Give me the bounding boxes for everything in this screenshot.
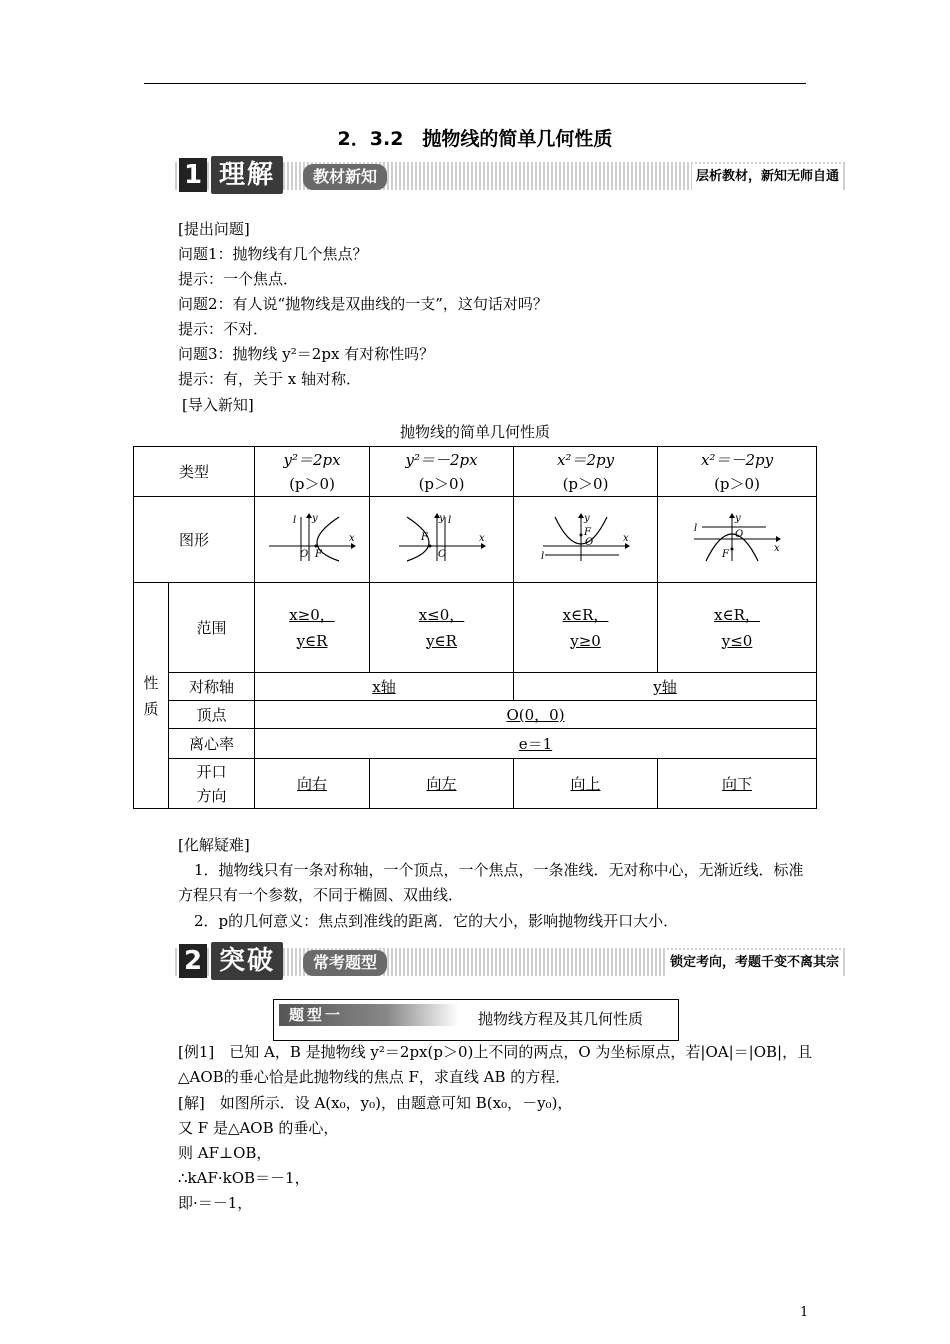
- svg-text:x: x: [622, 532, 629, 544]
- svg-text:F: F: [583, 526, 591, 538]
- axis-cell-y: y轴: [514, 673, 817, 701]
- graph-cell: [255, 497, 370, 583]
- type-cell: x²＝2py (p＞0): [514, 447, 658, 497]
- page-number: 1: [800, 1305, 809, 1320]
- graph-cell: [658, 497, 817, 583]
- svg-text:F: F: [420, 531, 428, 543]
- banner-main-label: 理解: [211, 156, 283, 194]
- opening-cell: 向下: [658, 759, 817, 809]
- axis-cell-x: x轴: [255, 673, 514, 701]
- clarify-paragraph-1: 1．抛物线只有一条对称轴，一个顶点，一个焦点，一条准线．无对称中心，无渐近线．标准方程只有一个参数，不同于椭圆、双曲线．: [178, 861, 804, 904]
- svg-text:x: x: [774, 542, 780, 554]
- svg-text:O: O: [437, 548, 446, 560]
- example-1-statement: [例1] 已知 A，B 是抛物线 y²＝2px(p＞0)上不同的两点，O 为坐标原点，若|OA|＝|OB|，且△AOB的垂心恰是此抛物线的焦点 F，求直线 AB 的方程．: [178, 1043, 813, 1086]
- table-caption: 抛物线的简单几何性质: [399, 423, 550, 441]
- opening-cell: 向上: [514, 759, 658, 809]
- range-cell: x≥0， y∈R: [255, 583, 370, 673]
- banner-sub-label: 常考题型: [303, 950, 387, 976]
- properties-table: [133, 446, 817, 809]
- range-cell: x∈R， y≤0: [658, 583, 817, 673]
- solution-line-2: 又 F 是△AOB 的垂心，: [178, 1119, 339, 1137]
- answer-3: 提示：有，关于 x 轴对称．: [178, 370, 361, 388]
- parabola-left-graph: [397, 513, 487, 563]
- svg-text:y: y: [438, 512, 445, 524]
- svg-text:F: F: [722, 548, 729, 560]
- banner-number: 2: [179, 944, 207, 978]
- parabola-down-graph: [692, 513, 782, 563]
- row-label-type: 类型: [134, 447, 255, 497]
- answer-2: 提示：不对．: [178, 320, 269, 338]
- banner-sub-label: 教材新知: [303, 164, 387, 190]
- clarify-paragraph-2: 2．p的几何意义：焦点到准线的距离．它的大小，影响抛物线开口大小．: [194, 912, 679, 930]
- solution-line-4: ∴kAF·kOB＝－1，: [178, 1169, 310, 1187]
- type-cell: x²＝－2py (p＞0): [658, 447, 817, 497]
- question-type-box: [273, 999, 679, 1041]
- row-label-range: 范围: [169, 583, 255, 673]
- svg-text:l: l: [447, 514, 451, 526]
- heading-clarify: [化解疑难]: [178, 836, 250, 854]
- svg-text:l: l: [293, 514, 297, 526]
- solution-line-5: 即·＝－1，: [178, 1194, 253, 1212]
- table-row: [134, 673, 817, 701]
- svg-text:O: O: [584, 536, 593, 548]
- table-row: [134, 583, 817, 673]
- table-row: [134, 701, 817, 729]
- row-label-opening: 开口 方向: [169, 759, 255, 809]
- parabola-right-graph: [267, 513, 357, 563]
- svg-text:F: F: [315, 548, 322, 560]
- banner-main-label: 突破: [211, 942, 283, 980]
- svg-text:O: O: [735, 528, 744, 540]
- question-type-tag: 题型一: [279, 1004, 459, 1026]
- banner-number: 1: [179, 158, 207, 192]
- question-type-text: 抛物线方程及其几何性质: [478, 1010, 644, 1028]
- question-3: 问题3：抛物线 y²＝2px 有对称性吗？: [178, 345, 435, 363]
- svg-text:x: x: [349, 532, 355, 544]
- graph-cell: [370, 497, 514, 583]
- solution-line-3: 则 AF⊥OB，: [178, 1144, 272, 1162]
- page-title: 2．3.2 抛物线的简单几何性质: [337, 128, 613, 150]
- answer-1: 提示：一个焦点．: [178, 270, 299, 288]
- range-cell: x≤0， y∈R: [370, 583, 514, 673]
- row-label-vertex: 顶点: [169, 701, 255, 729]
- group-label-properties: 性 质: [134, 583, 169, 809]
- svg-text:l: l: [694, 522, 698, 534]
- heading-new-knowledge: [导入新知]: [182, 396, 254, 414]
- header-rule: [144, 83, 806, 84]
- svg-text:y: y: [735, 512, 741, 524]
- question-2: 问题2：有人说“抛物线是双曲线的一支”，这句话对吗？: [178, 295, 548, 313]
- heading-propose: [提出问题]: [178, 220, 250, 238]
- row-label-graph: 图形: [134, 497, 255, 583]
- graph-cell: [514, 497, 658, 583]
- svg-text:x: x: [478, 532, 485, 544]
- svg-text:y: y: [583, 512, 590, 524]
- range-cell: x∈R， y≥0: [514, 583, 658, 673]
- opening-cell: 向左: [370, 759, 514, 809]
- vertex-cell: O(0，0): [255, 701, 817, 729]
- type-cell: y²＝－2px (p＞0): [370, 447, 514, 497]
- section-banner-breakthrough: [175, 942, 847, 982]
- table-row: [134, 497, 817, 583]
- question-1: 问题1：抛物线有几个焦点？: [178, 245, 368, 263]
- eccentricity-cell: e＝1: [255, 729, 817, 759]
- table-row: [134, 759, 817, 809]
- banner-slogan: 锁定考向，考题千变不离其宗: [666, 950, 843, 976]
- row-label-eccentricity: 离心率: [169, 729, 255, 759]
- svg-text:y: y: [312, 512, 318, 524]
- table-row: [134, 729, 817, 759]
- opening-cell: 向右: [255, 759, 370, 809]
- solution-line-1: [解] 如图所示．设 A(x₀，y₀)，由题意可知 B(x₀，－y₀)，: [178, 1094, 573, 1112]
- type-cell: y²＝2px (p＞0): [255, 447, 370, 497]
- svg-text:O: O: [300, 548, 309, 560]
- svg-text:l: l: [540, 550, 544, 562]
- section-banner-understand: [175, 156, 847, 196]
- table-row: [134, 447, 817, 497]
- parabola-up-graph: [541, 513, 631, 563]
- row-label-axis: 对称轴: [169, 673, 255, 701]
- banner-slogan: 层析教材，新知无师自通: [692, 164, 843, 190]
